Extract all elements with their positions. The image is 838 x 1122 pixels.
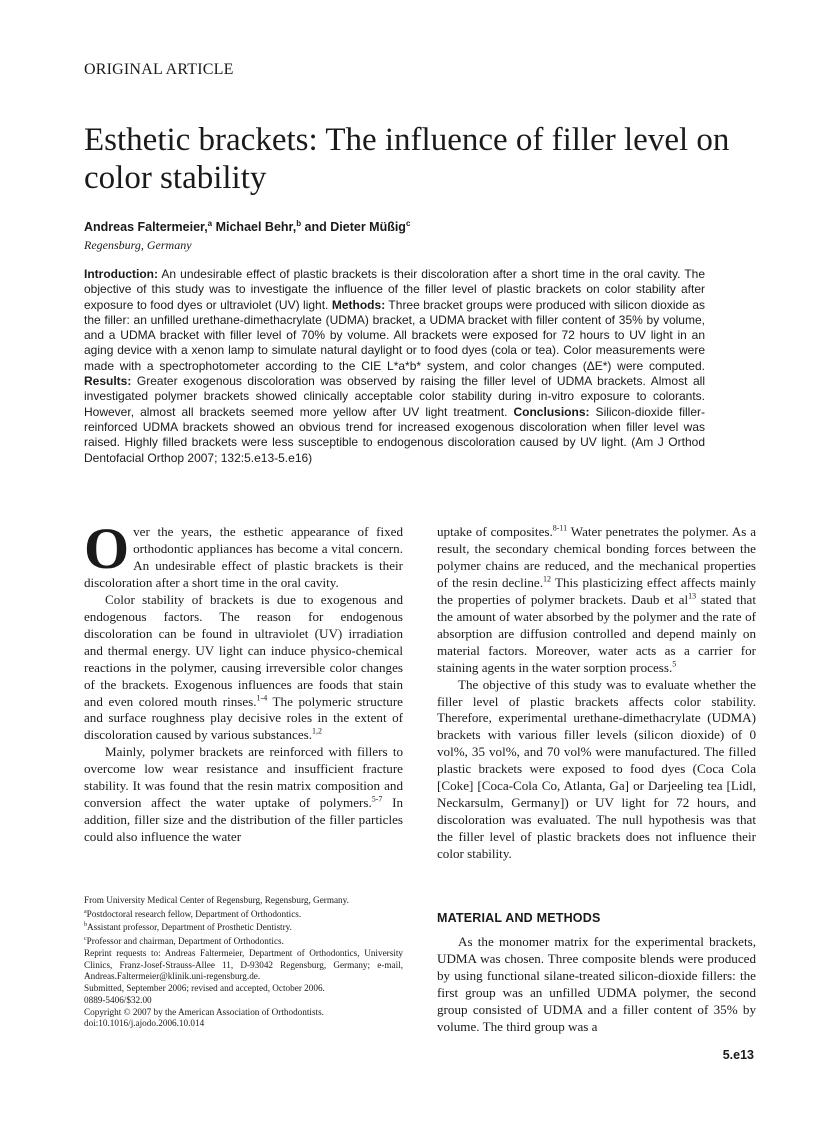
abstract-intro-label: Introduction: (84, 267, 158, 281)
paragraph-text: The polymeric structure and surface roughness play decisive roles in the extent of discoloration caused by various substances. (84, 693, 403, 743)
section-heading: MATERIAL AND METHODS (437, 911, 601, 925)
citation-ref[interactable]: 1,2 (312, 727, 322, 737)
page-number: 5.e13 (722, 1048, 754, 1062)
footnotes (84, 895, 403, 1030)
footnote-text: Postdoctoral research fellow, Department of Orthodontics. (86, 908, 302, 919)
body-paragraph (84, 516, 403, 592)
paragraph-text: Water penetrates the polymer. As a result, the secondary chemical bonding forces between the polymer chains are reduced, and the mechanical properties of the resin decline. (437, 524, 757, 590)
footnote-issn: 0889-5406/$32.00 (84, 994, 152, 1005)
footnote-doi[interactable]: doi:10.1016/j.ajodo.2006.10.014 (84, 1018, 205, 1029)
citation-ref[interactable]: 5-7 (371, 794, 383, 804)
footnote-text: Professor and chairman, Department of Orthodontics. (86, 936, 284, 947)
article-title: Esthetic brackets: The influence of filler level on color stability (84, 122, 730, 196)
abstract-methods-label: Methods: (331, 297, 386, 312)
footnote-a (84, 907, 403, 921)
paragraph-text: Color stability of brackets is due to exogenous and endogenous factors. The reason for endogenous discoloration can be found in ultraviolet (UV) irradiation and thermal energy. UV light can induce physico-chemical reactions in the polymer, causing irreversible color changes of the brackets. Exogenous influences are foods that stain and even colored mouth rinses. (84, 591, 403, 709)
drop-cap: O (84, 516, 130, 581)
author-affiliation-mark: c (405, 219, 411, 228)
footnote-c (84, 934, 403, 948)
body-paragraph (84, 744, 403, 846)
section-label: ORIGINAL ARTICLE (84, 61, 234, 78)
footnote-affiliation: From University Medical Center of Regensburg, Regensburg, Germany. (84, 895, 349, 905)
author-name: Andreas Faltermeier, (84, 220, 208, 235)
body-column-left (84, 516, 403, 846)
abstract-intro: An undesirable effect of plastic brackets is their discoloration after a short time in the oral cavity. The objective of this study was to investigate the influence of the filler level of plastic brackets on color stability after exposure to food dyes or ultraviolet (UV) light. (84, 267, 705, 312)
paragraph-text: ver the years, the esthetic appearance of fixed orthodontic appliances has become a vital concern. An undesirable effect of plastic brackets is their discoloration after a short time in the oral cavity. (84, 524, 403, 590)
author-name: and Dieter Müßig (301, 220, 406, 235)
abstract-results-label: Results: (84, 374, 132, 389)
body-column-right (437, 524, 756, 863)
abstract-results: Greater exogenous discoloration was observed by raising the filler level of UDMA brackets. Almost all investigated polymer brackets showed clinically acceptable color stability during in-vitro exposure to colorants. However, almost all brackets seemed more yellow after UV light treatment. (84, 374, 705, 419)
body-paragraph: The objective of this study was to evaluate whether the filler level of plastic brackets affects color stability. Therefore, experimental urethane-dimethacrylate (UDMA) brackets with various filler levels (silicon dioxide) of 0 vol%, 35 vol%, and 70 vol% were manufactured. The filled plastic brackets were exposed to food dyes (Coca Cola [Coke] [Coca-Cola Co, Atlanta, Ga] or Darjeeling tea [Lidl, Neckarsulm, Germany]) or UV light for 72 hours, and discoloration was evaluated. The null hypothesis was that the filler level of plastic brackets does not influence their color stability. (437, 676, 756, 862)
abstract (84, 267, 705, 466)
citation-ref[interactable]: 13 (688, 591, 697, 601)
footnote-reprints: Reprint requests to: Andreas Faltermeier, Department of Orthodontics, University Clinics, Franz-Josef-Strauss-Allee 11, D-93042 Regensburg, Germany; e-mail, Andreas.Faltermeier@klinik.uni-regensburg.de. (84, 948, 403, 982)
body-paragraph: As the monomer matrix for the experimental brackets, UDMA was chosen. Three composite blends were produced by using functional silane-treated silicon-dioxide fillers: the first group was an unfilled UDMA polymer, the second group consisted of UDMA and a filler content of 35% by volume. The third group was a (437, 934, 756, 1034)
paragraph-text: In addition, filler size and the distribution of the filler particles could also influence the water (84, 795, 403, 845)
body-paragraph (437, 524, 756, 677)
citation-ref[interactable]: 1-4 (256, 693, 268, 703)
footnote-mark: a (84, 908, 87, 915)
footnote-copyright: Copyright © 2007 by the American Association of Orthodontists. (84, 1006, 324, 1017)
paragraph-text: This plasticizing effect affects mainly the properties of polymer brackets. Daub et al (437, 574, 756, 607)
body-column-right-lower (437, 934, 756, 1036)
body-paragraph (84, 592, 403, 745)
footnote-text: Assistant professor, Department of Prosthetic Dentistry. (87, 922, 292, 933)
abstract-conclusions-label: Conclusions: (513, 404, 590, 419)
citation-ref[interactable]: 8-11 (552, 523, 568, 533)
author-list (84, 219, 410, 234)
abstract-conclusions: Silicon-dioxide filler-reinforced UDMA brackets showed an obvious trend for increased exogenous discoloration when filler level was raised. Highly filled brackets were less susceptible to endogenous discoloration caused by UV light. (Am J Orthod Dentofacial Orthop 2007; 132:5.e13-5.e16) (84, 404, 705, 465)
citation-ref[interactable]: 5 (672, 659, 677, 669)
footnote-mark: c (84, 936, 87, 943)
footnote-mark: b (84, 922, 87, 929)
paragraph-text: uptake of composites. (437, 524, 553, 539)
footnote-submitted: Submitted, September 2006; revised and accepted, October 2006. (84, 983, 325, 994)
citation-ref[interactable]: 12 (543, 574, 552, 584)
author-location: Regensburg, Germany (84, 238, 192, 252)
paragraph-text: Mainly, polymer brackets are reinforced with fillers to overcome low wear resistance and insufficient fracture stability. It was found that the resin matrix composition and conversion affect the water uptake of polymers. (84, 744, 403, 811)
author-name: Michael Behr, (212, 220, 297, 235)
paragraph-text: stated that the amount of water absorbed by the polymer and the rate of absorption are diffusion controlled and depend mainly on material factors. Moreover, water acts as a carrier for staining agents in the water sorption process. (437, 591, 756, 675)
author-affiliation-mark: b (296, 219, 302, 228)
author-affiliation-mark: a (207, 219, 213, 228)
abstract-methods: Three bracket groups were produced with silicon dioxide as the filler: an unfilled urethane-dimethacrylate (UDMA) bracket, a UDMA bracket with filler content of 35% by volume, and a UDMA bracket with filler level of 70% by volume. All brackets were exposed for 72 hours to UV light in an aging device with a xenon lamp to simulate natural daylight or to food dyes (cola or tea). Color measurements were made with a spectrophotometer according to the CIE L*a*b* system, and color changes (ΔE*) were computed. (84, 297, 705, 373)
footnote-b (84, 920, 403, 934)
